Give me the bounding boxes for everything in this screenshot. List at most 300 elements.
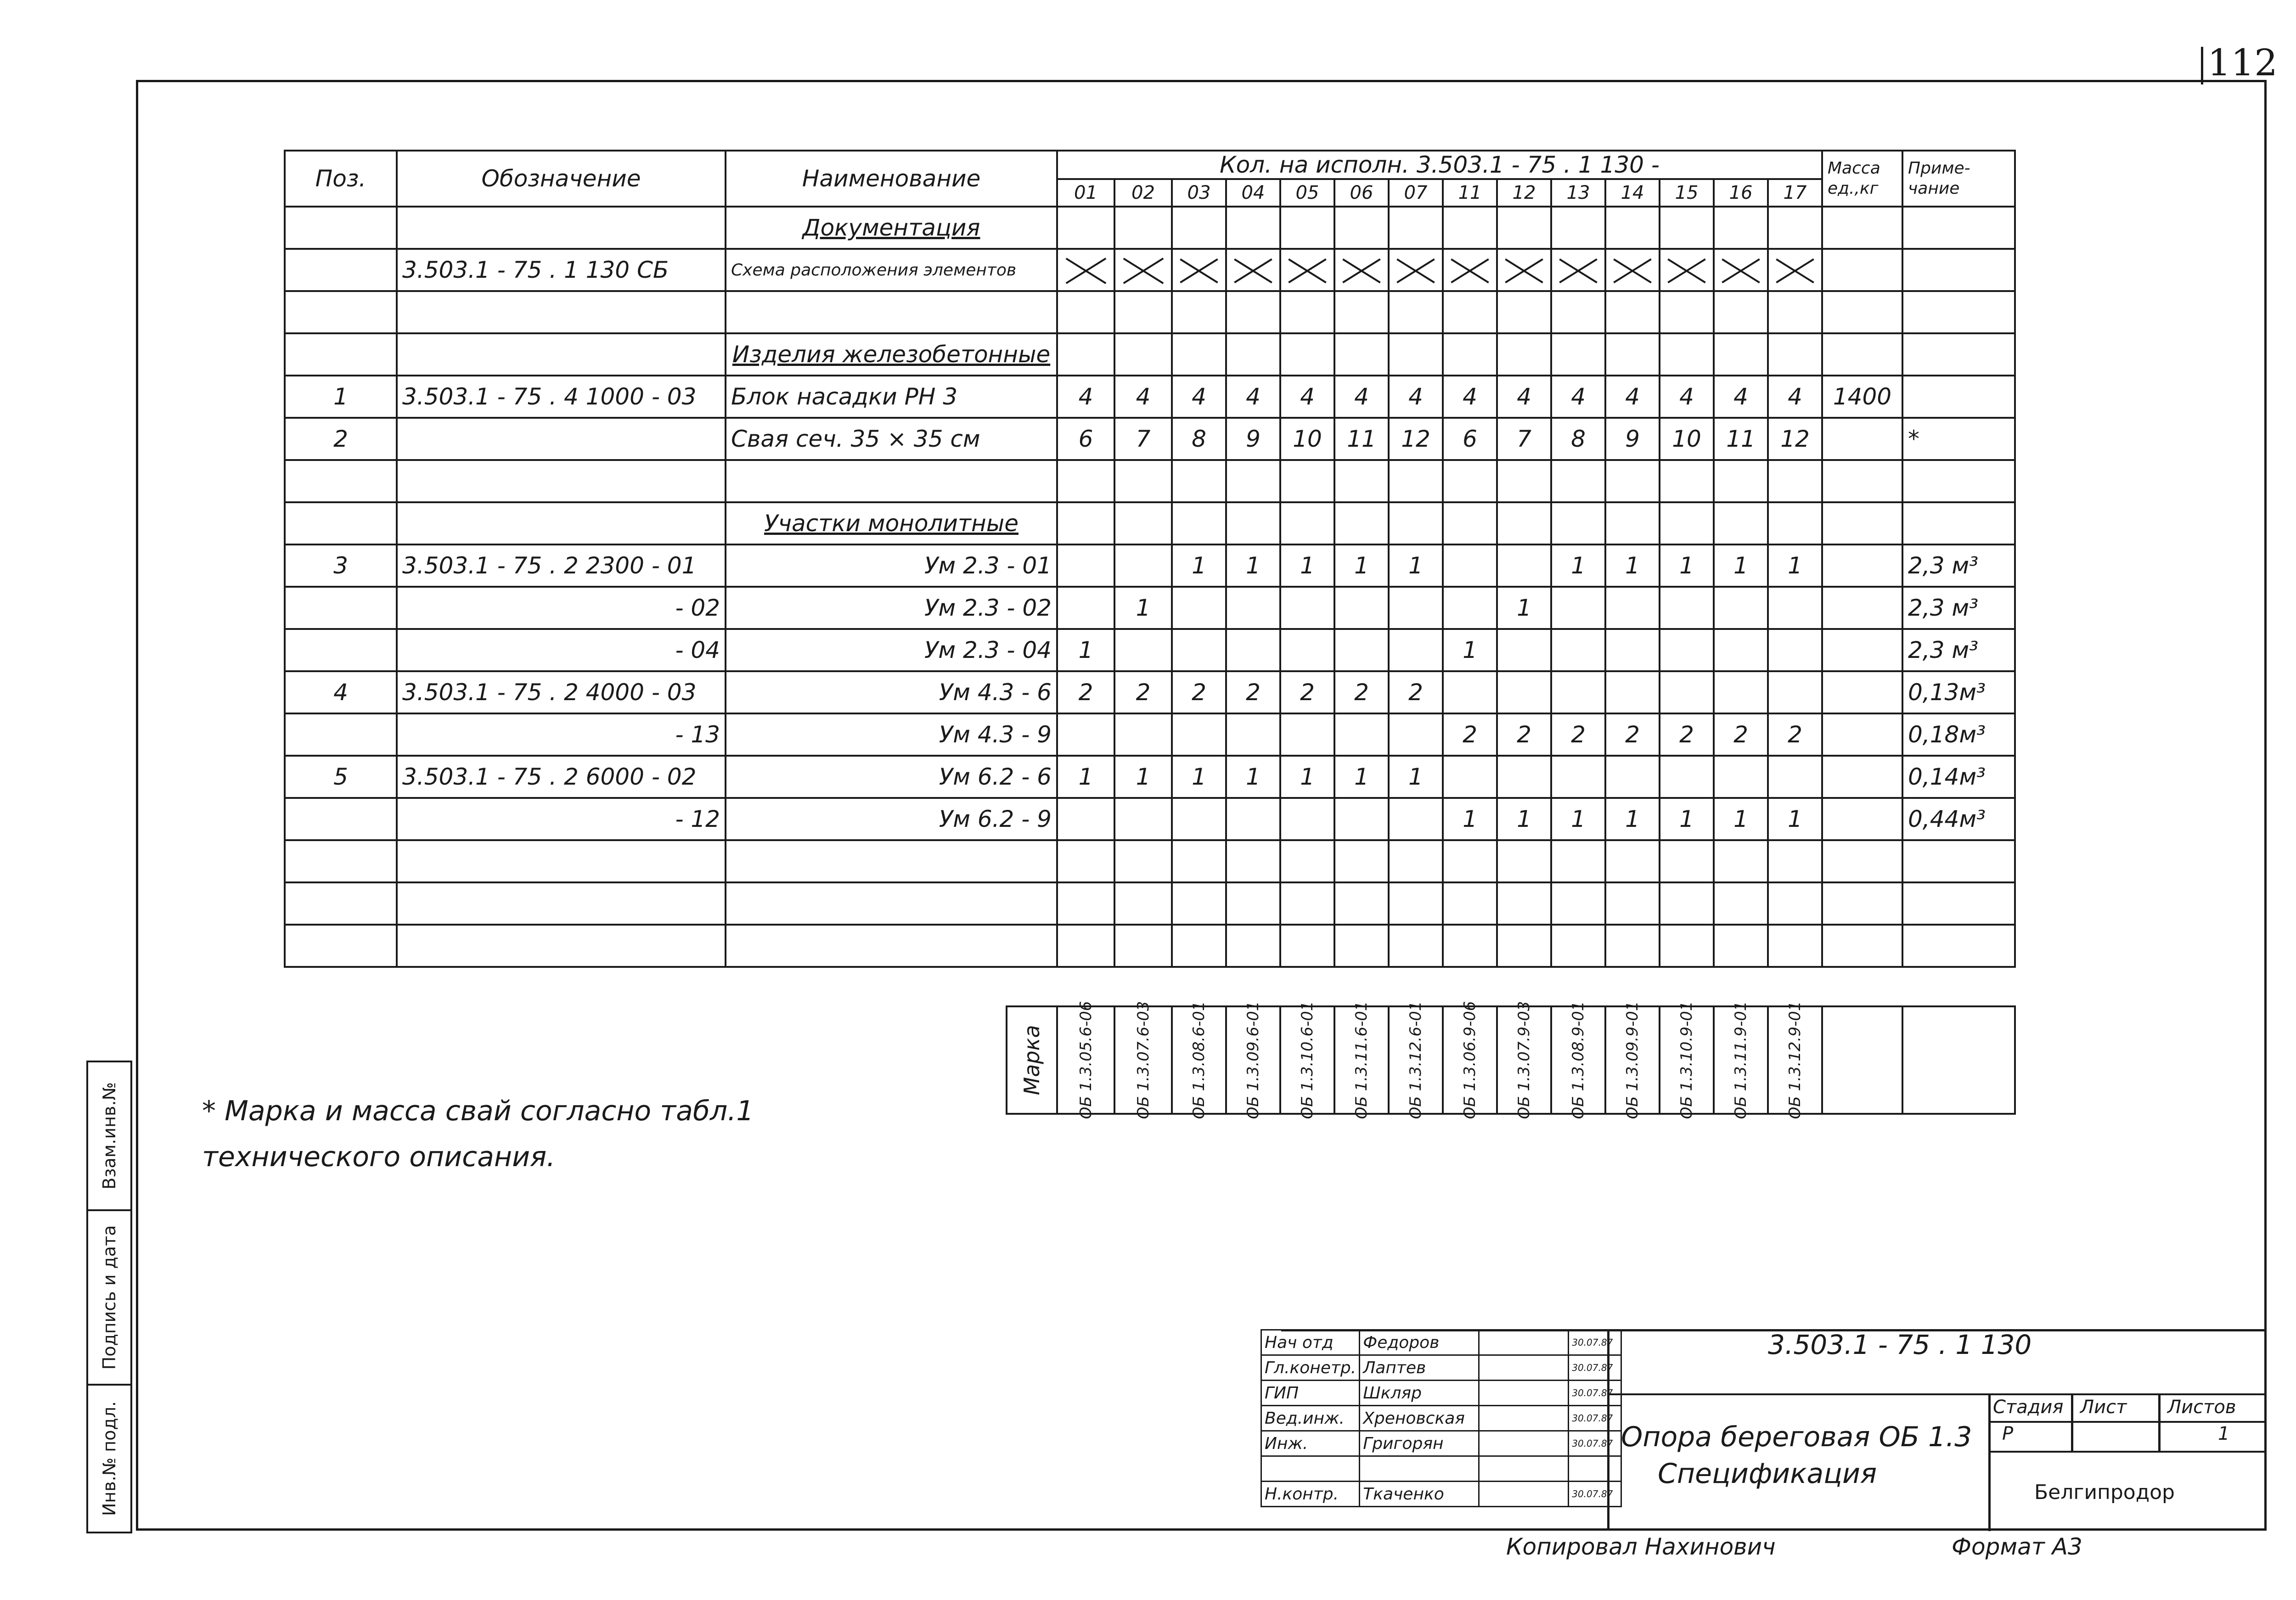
cell-empty [1443, 460, 1497, 502]
cell-mass [1822, 756, 1902, 798]
signer-date: 30.07.87 [1569, 1355, 1621, 1381]
cell-empty [1226, 840, 1280, 882]
cell-empty [1389, 502, 1443, 545]
section-title: Документация [726, 207, 1057, 249]
document-title-line-1: Опора береговая ОБ 1.3 [1621, 1421, 1972, 1453]
marka-value: ОБ 1.3.08.9-01 [1569, 1001, 1587, 1119]
header-variant: 13 [1551, 179, 1605, 207]
cross-mark [1057, 249, 1114, 291]
cell-pos [285, 502, 397, 545]
cell-empty [1660, 333, 1714, 376]
signer-row [1261, 1406, 1621, 1431]
cell-empty [1822, 502, 1902, 545]
cell-qty [1768, 756, 1822, 798]
cell-empty [726, 460, 1057, 502]
cell-empty [1280, 925, 1334, 967]
marka-cell [1226, 1001, 1280, 1119]
cell-designation: 3.503.1 - 75 . 1 130 СБ [397, 249, 726, 291]
cell-qty: 2 [1389, 671, 1443, 713]
cell-qty: 2 [1114, 671, 1172, 713]
cell-empty [1443, 840, 1497, 882]
cell-qty: 1 [1114, 756, 1172, 798]
cell-empty [1114, 333, 1172, 376]
marka-value: ОБ 1.3.12.9-01 [1786, 1001, 1804, 1119]
cell-qty [1057, 713, 1114, 756]
cell-qty: 6 [1443, 418, 1497, 460]
cell-empty [1822, 291, 1902, 333]
cell-qty [1226, 629, 1280, 671]
cell-empty [1768, 291, 1822, 333]
header-variant: 02 [1114, 179, 1172, 207]
cell-qty: 4 [1768, 376, 1822, 418]
cell-name: Ум 4.3 - 9 [726, 713, 1057, 756]
cell-qty: 1 [1768, 545, 1822, 587]
cell-empty [1280, 882, 1334, 925]
cross-mark [1660, 249, 1714, 291]
header-note: Приме- чание [1902, 151, 2015, 207]
cell-empty [1551, 502, 1605, 545]
cell-qty: 1 [1605, 798, 1660, 840]
cell-empty [1551, 840, 1605, 882]
cell-empty [1822, 925, 1902, 967]
cell-note [1902, 376, 2015, 418]
cell-empty [1497, 925, 1551, 967]
cell-empty [1443, 291, 1497, 333]
cell-qty [1114, 713, 1172, 756]
cell-empty [1551, 460, 1605, 502]
cross-mark [1114, 249, 1172, 291]
cell-empty [1443, 502, 1497, 545]
cell-note [1902, 249, 2015, 291]
cell-qty: 4 [1172, 376, 1226, 418]
cell-mass [1822, 629, 1902, 671]
cell-qty [1389, 629, 1443, 671]
signature-cell [1479, 1355, 1569, 1381]
cell-qty [1114, 798, 1172, 840]
cell-empty [1768, 502, 1822, 545]
cell-mass [1822, 249, 1902, 291]
document-title-line-2: Спецификация [1658, 1458, 1877, 1490]
sheets-label: Листов [2167, 1397, 2236, 1418]
spec-row [285, 713, 2015, 756]
cell-qty [1114, 629, 1172, 671]
cell-designation: - 12 [397, 798, 726, 840]
cell-qty [1605, 756, 1660, 798]
cell-empty [1714, 925, 1768, 967]
marka-cell [1334, 1001, 1389, 1119]
cell-qty: 1 [1172, 545, 1226, 587]
cell-empty [1443, 882, 1497, 925]
cell-qty [1443, 756, 1497, 798]
cell-empty [1822, 840, 1902, 882]
cell-empty [1714, 291, 1768, 333]
side-stamp [86, 1061, 132, 1533]
cell-qty: 1 [1114, 587, 1172, 629]
cell-empty [1714, 460, 1768, 502]
cell-qty: 1 [1660, 545, 1714, 587]
cross-mark [1551, 249, 1605, 291]
header-designation: Обозначение [397, 151, 726, 207]
cell-qty: 7 [1497, 418, 1551, 460]
cell-qty: 2 [1660, 713, 1714, 756]
signer-role: Нач отд [1261, 1330, 1360, 1355]
marka-value: ОБ 1.3.10.9-01 [1677, 1001, 1696, 1119]
cross-mark [1334, 249, 1389, 291]
marka-cell [1443, 1001, 1497, 1119]
cell-empty [1902, 207, 2015, 249]
cross-mark [1768, 249, 1822, 291]
cell-designation [397, 502, 726, 545]
cell-empty [1172, 925, 1226, 967]
footnote [202, 1088, 754, 1180]
cell-qty [1280, 629, 1334, 671]
cell-qty: 2 [1768, 713, 1822, 756]
cell-qty: 9 [1226, 418, 1280, 460]
cell-qty [1172, 713, 1226, 756]
cell-note: 2,3 м³ [1902, 545, 2015, 587]
cell-empty [1389, 925, 1443, 967]
cross-mark [1497, 249, 1551, 291]
cell-empty [1605, 207, 1660, 249]
side-stamp-label-signature: Подпись и дата [99, 1225, 119, 1370]
cell-empty [1114, 882, 1172, 925]
spec-row [285, 756, 2015, 798]
cell-empty [1057, 925, 1114, 967]
cell-qty [1226, 798, 1280, 840]
cell-qty [1443, 545, 1497, 587]
stage-line-2 [1988, 1451, 2267, 1453]
cell-empty [1057, 460, 1114, 502]
sheet-number: 112 [2207, 41, 2278, 84]
cell-qty: 1 [1551, 545, 1605, 587]
signer-row [1261, 1355, 1621, 1381]
cell-empty [1280, 207, 1334, 249]
sheets-value: 1 [2218, 1423, 2230, 1444]
cell-empty [1443, 925, 1497, 967]
marka-value: ОБ 1.3.09.9-01 [1623, 1001, 1642, 1119]
cell-empty [1334, 333, 1389, 376]
cell-empty [397, 460, 726, 502]
cell-qty [1714, 629, 1768, 671]
cell-qty: 4 [1497, 376, 1551, 418]
copied-by: Копировал Нахинович [1506, 1533, 1776, 1560]
spec-row [285, 925, 2015, 967]
cell-qty: 1 [1172, 756, 1226, 798]
cell-qty [1057, 545, 1114, 587]
cell-qty [1443, 671, 1497, 713]
cell-empty [1114, 840, 1172, 882]
marka-value: ОБ 1.3.11.6-01 [1352, 1001, 1371, 1119]
cell-qty [1660, 756, 1714, 798]
signer-role: Инж. [1261, 1431, 1360, 1456]
marka-value: ОБ 1.3.12.6-01 [1407, 1001, 1425, 1119]
cell-empty [1497, 333, 1551, 376]
cell-empty [1605, 291, 1660, 333]
marka-cell [1714, 1001, 1768, 1119]
cell-empty [1660, 207, 1714, 249]
cell-empty [1768, 882, 1822, 925]
cell-empty [1768, 840, 1822, 882]
cell-qty [1280, 798, 1334, 840]
signer-date [1569, 1456, 1621, 1482]
cell-qty: 2 [1605, 713, 1660, 756]
cell-empty [1660, 840, 1714, 882]
cell-empty [1660, 291, 1714, 333]
marka-value: ОБ 1.3.05.6-06 [1076, 1001, 1095, 1119]
cell-qty [1172, 629, 1226, 671]
cell-designation: - 13 [397, 713, 726, 756]
marka-value: ОБ 1.3.07.6-03 [1134, 1001, 1153, 1119]
marka-value: ОБ 1.3.09.6-01 [1244, 1001, 1262, 1119]
cell-empty [1057, 207, 1114, 249]
cell-empty [1768, 333, 1822, 376]
cell-qty: 2 [1280, 671, 1334, 713]
cell-empty [1226, 207, 1280, 249]
cell-empty [726, 291, 1057, 333]
stage-col-1 [2071, 1393, 2073, 1451]
marka-value: ОБ 1.3.06.9-06 [1461, 1001, 1479, 1119]
cell-qty: 8 [1172, 418, 1226, 460]
cell-qty: 1 [1443, 629, 1497, 671]
marka-cell [1280, 1001, 1334, 1119]
cell-empty [1334, 840, 1389, 882]
cell-designation: 3.503.1 - 75 . 2 6000 - 02 [397, 756, 726, 798]
cell-empty [1497, 882, 1551, 925]
cell-designation: - 04 [397, 629, 726, 671]
cell-empty [1902, 333, 2015, 376]
cell-qty: 1 [1497, 587, 1551, 629]
cell-empty [1280, 291, 1334, 333]
cell-qty [1172, 587, 1226, 629]
cell-name: Ум 2.3 - 02 [726, 587, 1057, 629]
signer-row [1261, 1482, 1621, 1507]
marka-cell [1389, 1001, 1443, 1119]
header-variant: 12 [1497, 179, 1551, 207]
signer-row [1261, 1431, 1621, 1456]
cell-empty [1551, 333, 1605, 376]
cell-qty [1334, 713, 1389, 756]
cell-empty [1114, 291, 1172, 333]
cell-qty [1605, 587, 1660, 629]
stage-col-2 [2158, 1393, 2161, 1451]
cell-empty [726, 925, 1057, 967]
cell-empty [397, 840, 726, 882]
cell-designation: 3.503.1 - 75 . 4 1000 - 03 [397, 376, 726, 418]
cell-empty [285, 460, 397, 502]
cell-qty: 1 [1280, 545, 1334, 587]
side-stamp-cell-replacement [88, 1062, 130, 1209]
signer-name: Хреновская [1360, 1406, 1479, 1431]
cell-empty [1605, 502, 1660, 545]
document-title [1621, 1419, 1972, 1492]
spec-row [285, 291, 2015, 333]
cell-qty: 1 [1768, 798, 1822, 840]
cell-empty [1389, 333, 1443, 376]
cell-qty: 10 [1660, 418, 1714, 460]
cell-pos: 2 [285, 418, 397, 460]
cell-empty [285, 882, 397, 925]
cell-qty: 4 [1660, 376, 1714, 418]
spec-row [285, 418, 2015, 460]
title-block-divider [1607, 1329, 1609, 1529]
cell-empty [1226, 882, 1280, 925]
cell-empty [1389, 207, 1443, 249]
cell-pos: 4 [285, 671, 397, 713]
spec-row [285, 798, 2015, 840]
cross-mark [1443, 249, 1497, 291]
cell-qty [1226, 587, 1280, 629]
stage-value: Р [2002, 1423, 2014, 1444]
cell-empty [397, 925, 726, 967]
signature-cell [1479, 1330, 1569, 1355]
cell-empty [1605, 333, 1660, 376]
cell-empty [1280, 333, 1334, 376]
marka-label-cell [1007, 1006, 1057, 1114]
spec-row [285, 671, 2015, 713]
cell-name: Ум 2.3 - 04 [726, 629, 1057, 671]
title-block-line-1 [1607, 1393, 2267, 1395]
cell-pos [285, 333, 397, 376]
marka-cell [1057, 1001, 1114, 1119]
cell-qty: 11 [1714, 418, 1768, 460]
cell-qty [1334, 798, 1389, 840]
cell-empty [1822, 333, 1902, 376]
cell-empty [1822, 207, 1902, 249]
cell-qty: 4 [1389, 376, 1443, 418]
cell-pos [285, 713, 397, 756]
cell-qty: 1 [1226, 756, 1280, 798]
signer-date: 30.07.87 [1569, 1482, 1621, 1507]
header-variant: 17 [1768, 179, 1822, 207]
cell-qty: 2 [1497, 713, 1551, 756]
spec-row [285, 629, 2015, 671]
cell-name: Свая сеч. 35 × 35 см [726, 418, 1057, 460]
cell-pos: 1 [285, 376, 397, 418]
signer-role [1261, 1456, 1360, 1482]
signer-name [1360, 1456, 1479, 1482]
header-variant: 15 [1660, 179, 1714, 207]
cell-qty: 12 [1768, 418, 1822, 460]
cell-qty: 1 [1714, 545, 1768, 587]
cell-qty: 1 [1660, 798, 1714, 840]
cell-empty [1768, 925, 1822, 967]
cell-empty [1605, 882, 1660, 925]
signer-row [1261, 1330, 1621, 1355]
cell-empty [1172, 333, 1226, 376]
cell-empty [1714, 333, 1768, 376]
cell-mass [1822, 545, 1902, 587]
cell-qty [1660, 587, 1714, 629]
cell-qty [1172, 798, 1226, 840]
spec-row [285, 460, 2015, 502]
cell-empty [1389, 882, 1443, 925]
marka-value: ОБ 1.3.10.6-01 [1298, 1001, 1317, 1119]
cell-empty [1334, 207, 1389, 249]
marka-table [1006, 1001, 2016, 1119]
cell-qty: 12 [1389, 418, 1443, 460]
sheet-label: Лист [2080, 1397, 2127, 1418]
signature-cell [1479, 1381, 1569, 1406]
cell-qty: 2 [1334, 671, 1389, 713]
spec-row [285, 333, 2015, 376]
marka-empty [1902, 1006, 2015, 1114]
cell-qty: 4 [1226, 376, 1280, 418]
cell-qty [1551, 629, 1605, 671]
cell-empty [1057, 291, 1114, 333]
cell-note: 0,18м³ [1902, 713, 2015, 756]
section-title: Участки монолитные [726, 502, 1057, 545]
marka-cell [1114, 1001, 1172, 1119]
cell-empty [1551, 291, 1605, 333]
marka-value: ОБ 1.3.07.9-03 [1515, 1001, 1533, 1119]
cell-empty [1714, 882, 1768, 925]
cell-empty [1172, 840, 1226, 882]
paper-format: Формат А3 [1952, 1533, 2082, 1560]
cell-empty [1822, 460, 1902, 502]
cross-mark [1714, 249, 1768, 291]
cell-empty [1605, 840, 1660, 882]
cell-empty [1605, 460, 1660, 502]
organization-name: Белгипродор [2034, 1481, 2175, 1504]
footnote-line-2: технического описания. [202, 1141, 556, 1173]
cell-qty [1334, 587, 1389, 629]
cell-empty [1172, 882, 1226, 925]
header-mass: Масса ед.,кг [1822, 151, 1902, 207]
cell-qty: 1 [1334, 756, 1389, 798]
cell-name: Ум 6.2 - 6 [726, 756, 1057, 798]
cell-empty [1334, 291, 1389, 333]
cell-qty [1334, 629, 1389, 671]
cell-qty [1768, 671, 1822, 713]
header-variant: 01 [1057, 179, 1114, 207]
cell-empty [1902, 840, 2015, 882]
footnote-line-1: * Марка и масса свай согласно табл.1 [202, 1095, 754, 1127]
cell-pos [285, 798, 397, 840]
cell-qty: 4 [1605, 376, 1660, 418]
spec-row [285, 587, 2015, 629]
spec-row [285, 545, 2015, 587]
cell-note: 2,3 м³ [1902, 587, 2015, 629]
spec-row [285, 249, 2015, 291]
cell-empty [285, 840, 397, 882]
cell-qty: 2 [1226, 671, 1280, 713]
cell-pos: 3 [285, 545, 397, 587]
stage-block-divider [1988, 1393, 1991, 1531]
cross-mark [1226, 249, 1280, 291]
cell-mass [1822, 587, 1902, 629]
signer-role: Вед.инж. [1261, 1406, 1360, 1431]
cell-empty [397, 882, 726, 925]
cell-empty [1714, 207, 1768, 249]
spec-row [285, 376, 2015, 418]
side-stamp-label-replacement: Взам.инв.№ [99, 1082, 119, 1190]
cell-empty [1226, 460, 1280, 502]
stage-line-1 [1988, 1421, 2267, 1423]
cell-empty [1057, 840, 1114, 882]
cell-qty [1280, 713, 1334, 756]
signer-date: 30.07.87 [1569, 1381, 1621, 1406]
cell-qty: 6 [1057, 418, 1114, 460]
cell-qty: 1 [1443, 798, 1497, 840]
cell-pos [285, 249, 397, 291]
cell-qty: 1 [1334, 545, 1389, 587]
cell-name: Ум 4.3 - 6 [726, 671, 1057, 713]
cell-empty [1334, 925, 1389, 967]
cell-empty [1902, 291, 2015, 333]
cell-qty [1605, 629, 1660, 671]
cell-empty [1497, 502, 1551, 545]
cell-empty [1902, 502, 2015, 545]
